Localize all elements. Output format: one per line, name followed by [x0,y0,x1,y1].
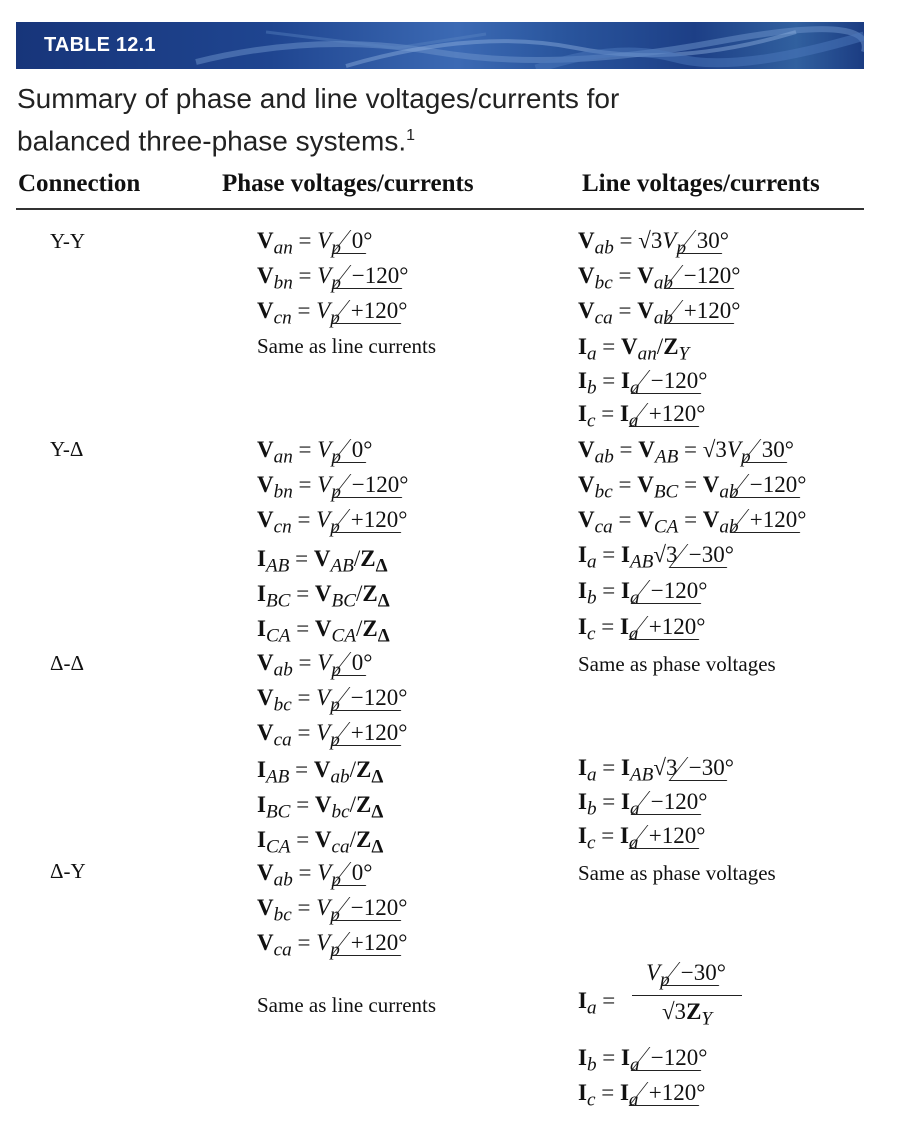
phase-note: Same as line currents [257,993,437,1017]
phase-equation: $I_{AB} = V_{AB}/Z_\Delta$ [257,546,388,577]
connection-delta-y: Δ-Y [50,859,86,883]
table-banner [16,22,864,69]
line-note: Same as phase voltages [578,861,776,885]
table-caption [17,80,877,159]
phase-equation: $I_{AB} = V_{ab}/Z_\Delta$ [257,757,384,788]
phase-equation: $V_{bc} = V_p -120^\circ$ [257,895,410,929]
line-equation: $I_c = I_a +120^\circ$ [578,823,708,857]
line-equation: $I_c = I_a +120^\circ$ [578,1080,708,1114]
connection-y-y: Y-Y [50,229,85,253]
line-equation: $I_a = V_{an}/Z_Y$ [578,334,690,365]
phase-equation: $V_{cn} = V_p +120^\circ$ [257,507,410,541]
phase-equation: $V_{ab} = V_p$ 0° [257,650,375,684]
phase-equation: $I_{BC} = V_{bc}/Z_\Delta$ [257,792,384,823]
connection-y-delta: Y-Δ [50,437,84,461]
header-line: Line voltages/currents [582,170,820,197]
caption-line-2: balanced three-phase systems. [17,125,407,157]
line-equation: $I_c = I_a +120^\circ$ [578,614,708,648]
phase-equation: $V_{ca} = V_p +120^\circ$ [257,720,410,754]
caption-footnote: 1 [406,127,416,144]
line-equation: $V_{ca} = V_{CA} = V_{ab} +120^\circ$ [578,507,808,541]
line-equation: $V_{bc} = V_{ab} -120^\circ$ [578,263,743,297]
phase-equation: $V_{ab} = V_p$ 0° [257,860,375,894]
phase-note: Same as line currents [257,334,437,358]
phase-equation: $I_{CA} = V_{CA}/Z_\Delta$ [257,616,390,647]
phase-equation: $V_{bn} = V_p -120^\circ$ [257,263,411,297]
phase-equation: $V_{an} = V_p$ 0° [257,437,375,471]
line-equation: $I_b = I_a -120^\circ$ [578,368,709,402]
line-equation: $I_a = I_{AB}√3 -30^\circ$ [578,542,736,576]
line-equation: $I_b = I_a -120^\circ$ [578,578,709,612]
phase-equation: $V_{bn} = V_p -120^\circ$ [257,472,411,506]
header-connection: Connection [18,170,141,197]
phase-equation: $I_{BC} = V_{BC}/Z_\Delta$ [257,581,390,612]
phase-equation: $V_{bc} = V_p -120^\circ$ [257,685,410,719]
line-equation: $V_{bc} = V_{BC} = V_{ab} -120^\circ$ [578,472,808,506]
phase-equation: $V_{ca} = V_p +120^\circ$ [257,930,410,964]
line-equation: $V_{ab} = V_{AB} = √3V_p$ 30° [578,437,796,471]
table-number: TABLE 12.1 [44,34,156,56]
line-equation: $I_c = I_a +120^\circ$ [578,401,708,435]
fraction-numerator: $V_p -30^\circ$ [632,960,742,996]
line-equation: $V_{ca} = V_{ab} +120^\circ$ [578,298,743,332]
caption-line-1: Summary of phase and line voltages/currents for [17,83,620,114]
header-rule [16,208,864,210]
line-equation: $I_b = I_a -120^\circ$ [578,789,709,823]
header-phase: Phase voltages/currents [222,170,474,197]
fraction [632,960,742,1030]
line-equation: $I_a = I_{AB}√3 -30^\circ$ [578,755,736,789]
line-equation: $I_a$ = [578,988,616,1019]
phase-equation: $V_{cn} = V_p +120^\circ$ [257,298,410,332]
line-note: Same as phase voltages [578,652,776,676]
fraction-denominator: $√3Z_Y$ [661,998,713,1030]
connection-delta-delta: Δ-Δ [50,651,85,675]
phase-equation: $V_{an} = V_p$ 0° [257,228,375,262]
phase-equation: $I_{CA} = V_{ca}/Z_\Delta$ [257,827,384,858]
line-equation: $I_b = I_a -120^\circ$ [578,1045,709,1079]
line-equation: $V_{ab} = √3V_p$ 30° [578,228,731,262]
